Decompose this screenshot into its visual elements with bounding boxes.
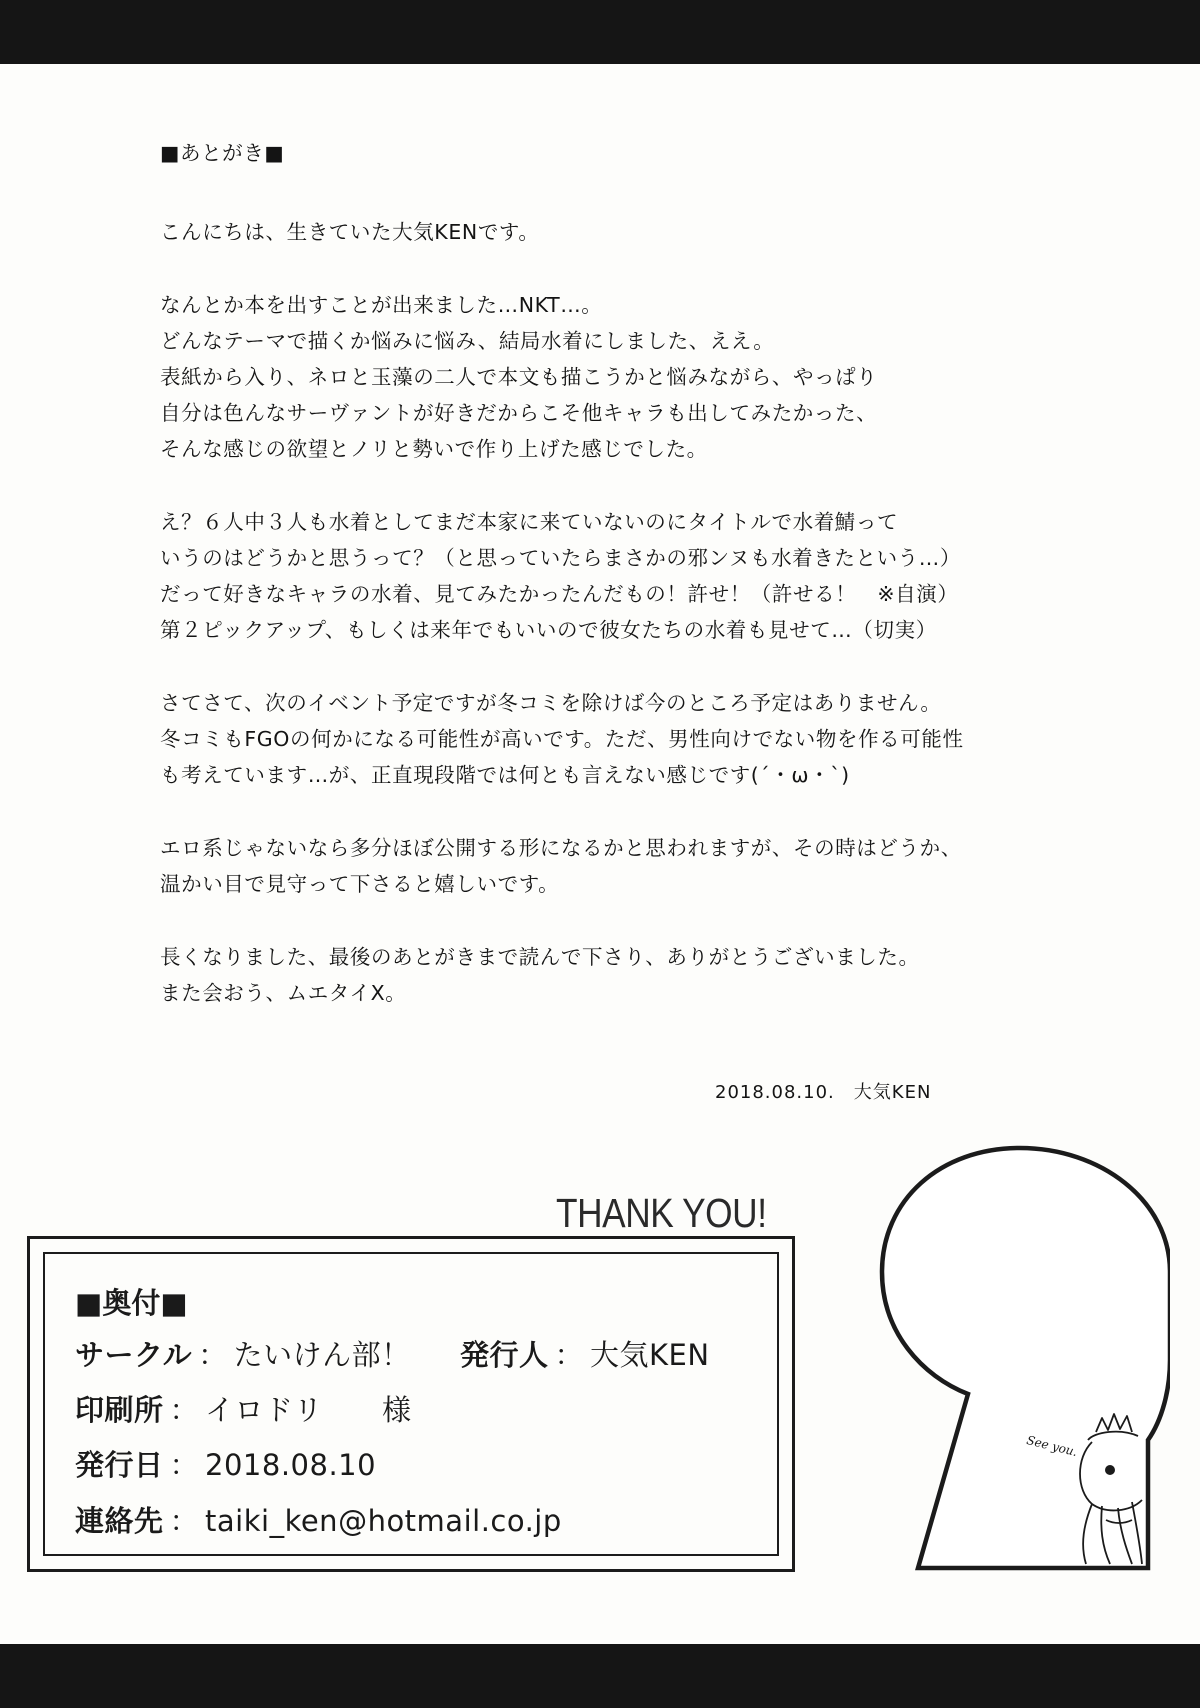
circle-value: たいけん部！ [233,1338,411,1372]
afterword-paragraph [160,830,1060,902]
afterword-line: こんにちは、生きていた大気KENです。 [160,220,540,244]
scan-border-bottom [0,1644,1200,1708]
afterword-line: 自分は色んなサーヴァントが好きだからこそ他キャラも出してみたかった、 [160,401,878,425]
keyhole-outline [882,1148,1170,1568]
afterword-line: そんな感じの欲望とノリと勢いで作り上げた感じでした。 [160,437,708,461]
afterword-line: も考えています…が、正直現段階では何とも言えない感じです(´・ω・`) [160,763,850,787]
see-you-caption: See you. [1025,1432,1079,1460]
afterword-line: え？６人中３人も水着としてまだ本家に来ていないのにタイトルで水着鯖って [160,510,899,534]
afterword-signature: 2018.08.10. 大気KEN [715,1082,932,1103]
colophon-title: ■奥付■ [75,1286,188,1320]
afterword-line: なんとか本を出すことが出来ました…NKT…。 [160,293,603,317]
colophon-contact-row [75,1499,562,1540]
afterword-body [160,214,1060,1011]
afterword-line: いうのはどうかと思うって？（と思っていたらまさかの邪ンヌも水着きたという…） [160,546,961,570]
afterword-line: どんなテーマで描くか悩みに悩み、結局水着にしました、ええ。 [160,329,775,353]
date-value: 2018.08.10 [205,1448,377,1482]
circle-label: サークル [75,1338,193,1372]
contact-separator: ： [169,1504,200,1538]
afterword-line: 長くなりました、最後のあとがきまで読んで下さり、ありがとうございました。 [160,945,920,969]
afterword-line: 表紙から入り、ネロと玉藻の二人で本文も描こうかと悩みながら、やっぱり [160,365,878,389]
publisher-label: 発行人 [460,1338,549,1372]
afterword-line: さてさて、次のイベント予定ですが冬コミを除けば今のところ予定はありません。 [160,691,942,715]
afterword-line: 温かい目で見守って下さると嬉しいです。 [160,872,560,896]
publisher-value: 大気KEN [590,1338,710,1372]
afterword-paragraph [160,214,1060,250]
afterword-line: エロ系じゃないなら多分ほぼ公開する形になるかと思われますが、その時はどうか、 [160,836,962,860]
colophon-printer-row [75,1388,412,1429]
colophon-inner-frame [43,1252,779,1556]
afterword-paragraph [160,685,1060,793]
contact-value: taiki_ken@hotmail.co.jp [205,1504,562,1538]
afterword-line: だって好きなキャラの水着、見てみたかったんだもの！許せ！（許せる！ ※自演） [160,582,959,606]
keyhole-illustration [870,1140,1170,1580]
colophon-date-row [75,1443,376,1484]
date-separator: ： [169,1448,200,1482]
afterword-line: また会おう、ムエタイX。 [160,981,407,1005]
afterword-heading: ■あとがき■ [160,141,285,165]
printer-value: イロドリ 様 [205,1393,412,1427]
thank-you-heading: THANK YOU! [556,1190,767,1236]
contact-label: 連絡先 [75,1504,164,1538]
colophon-publisher-row [460,1333,710,1374]
afterword-paragraph [160,939,1060,1011]
afterword-section [160,138,1060,1048]
circle-separator: ： [198,1338,228,1372]
publisher-separator: ： [554,1338,585,1372]
scan-border-top [0,0,1200,64]
afterword-line: 第２ピックアップ、もしくは来年でもいいので彼女たちの水着も見せて…（切実） [160,618,937,642]
date-label: 発行日 [75,1448,164,1482]
afterword-line: 冬コミもFGOの何かになる可能性が高いです。ただ、男性向けでない物を作る可能性 [160,727,964,751]
colophon-circle-row [75,1333,411,1374]
colophon-box [27,1236,795,1572]
printer-label: 印刷所 [75,1393,164,1427]
afterword-paragraph [160,287,1060,467]
afterword-paragraph [160,504,1060,648]
printer-separator: ： [169,1393,200,1427]
